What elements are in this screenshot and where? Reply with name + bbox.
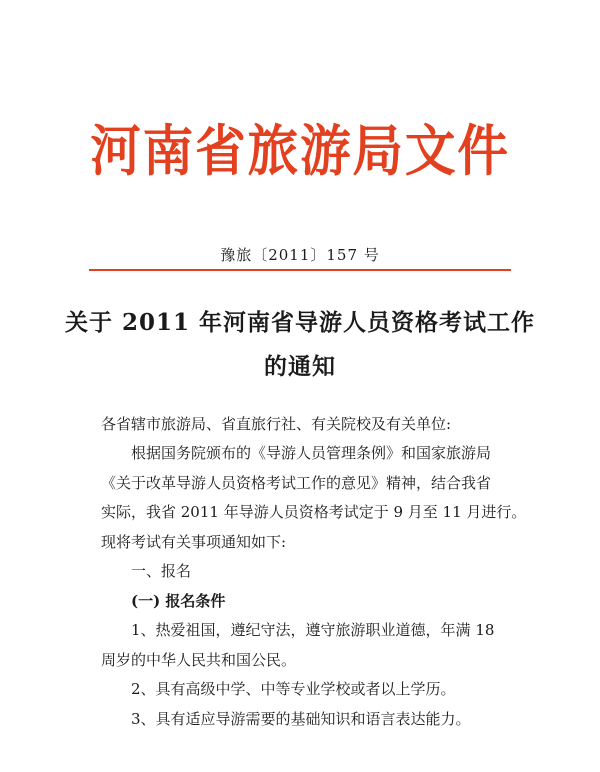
list-item-1-line-1: 1、热爱祖国，遵纪守法，遵守旅游职业道德，年满 18 [131, 621, 495, 639]
red-divider-line [89, 269, 511, 271]
subsection-heading-conditions: (一) 报名条件 [131, 592, 226, 610]
section-heading-registration: 一、报名 [131, 562, 192, 580]
paragraph-1-line-1: 根据国务院颁布的《导游人员管理条例》和国家旅游局 [131, 444, 492, 462]
document-title-line-1: 关于 2011 年河南省导游人员资格考试工作 [64, 309, 536, 336]
list-item-3: 3、具有适应导游需要的基础知识和语言表达能力。 [131, 710, 471, 728]
paragraph-1-line-2: 《关于改革导游人员资格考试工作的意见》精神，结合我省 [101, 474, 492, 492]
paragraph-1-line-3: 实际，我省 2011 年导游人员资格考试定于 9 月至 11 月进行。 [101, 503, 527, 521]
list-item-1-line-2: 周岁的中华人民共和国公民。 [101, 651, 297, 669]
document-masthead: 河南省旅游局文件 [90, 119, 510, 183]
paragraph-1-line-4: 现将考试有关事项通知如下: [101, 533, 287, 551]
document-number: 豫旅〔2011〕157 号 [220, 246, 380, 264]
document-title-line-2: 的通知 [264, 353, 336, 380]
list-item-2: 2、具有高级中学、中等专业学校或者以上学历。 [131, 680, 456, 698]
salutation: 各省辖市旅游局、省直旅行社、有关院校及有关单位: [101, 415, 452, 433]
